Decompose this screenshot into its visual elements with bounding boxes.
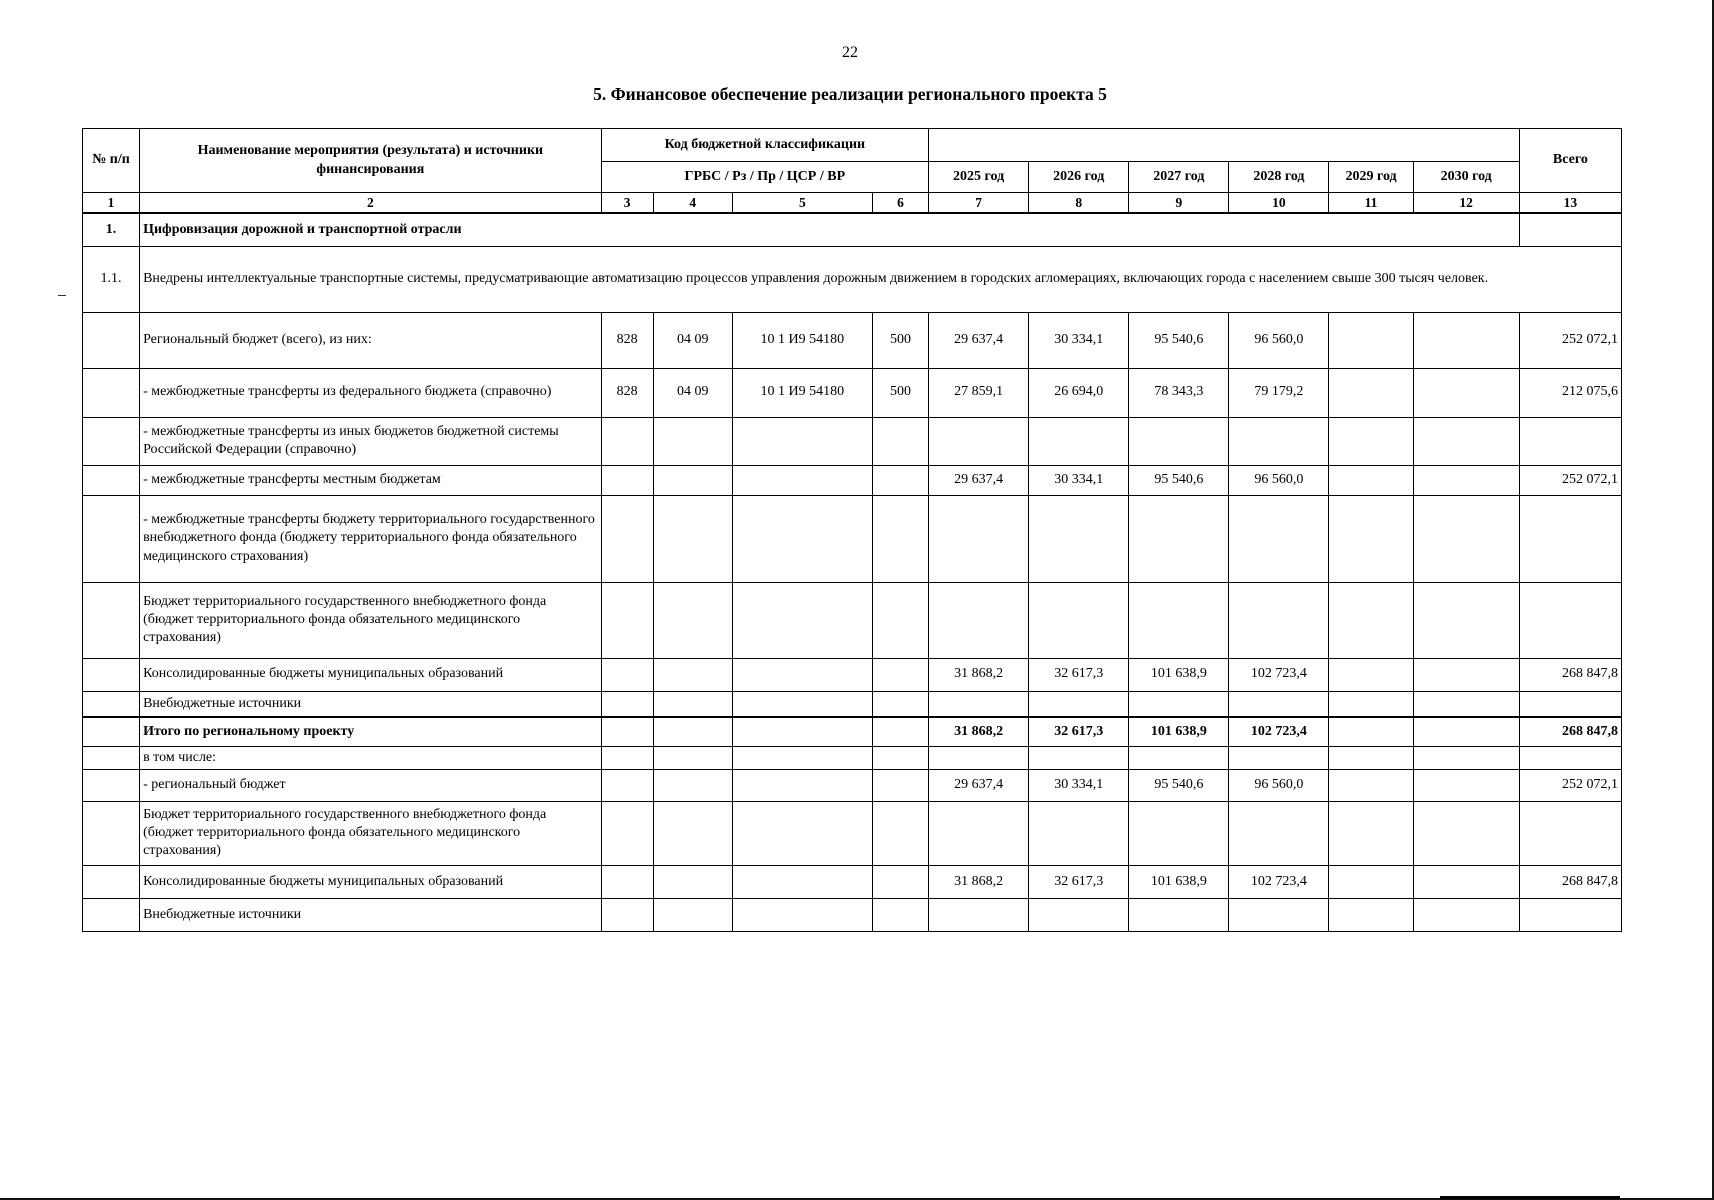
table-row: [83, 368, 1622, 417]
section-total-cell: [1519, 213, 1621, 246]
row-label: Бюджет территориального государственного внебюджетного фонда (бюджет территориального фонда обязательного медицинского страхования): [140, 801, 602, 865]
cell-2030: [1413, 417, 1519, 465]
cell-2029: [1329, 312, 1413, 368]
header-year-2025: 2025 год: [929, 162, 1029, 193]
section-num: 1.: [83, 213, 140, 246]
empty-cell: [1329, 746, 1413, 769]
cell-2025: 29 637,4: [929, 312, 1029, 368]
table-row: [83, 691, 1622, 717]
cell-grbs: [601, 417, 653, 465]
cell-2028: [1229, 495, 1329, 582]
table-row: [83, 312, 1622, 368]
cell-2027: 101 638,9: [1129, 717, 1229, 746]
cell-2026: 32 617,3: [1029, 717, 1129, 746]
cell-2028: [1229, 801, 1329, 865]
table-row: [83, 582, 1622, 658]
table-row: [83, 801, 1622, 865]
cell-2026: 30 334,1: [1029, 769, 1129, 801]
row-num-cell: [83, 495, 140, 582]
cell-2026: 32 617,3: [1029, 865, 1129, 898]
col-number: 11: [1329, 193, 1413, 214]
margin-mark: [58, 295, 66, 296]
cell-2029: [1329, 417, 1413, 465]
cell-2025: 31 868,2: [929, 865, 1029, 898]
table-row: [83, 865, 1622, 898]
row-label: Внебюджетные источники: [140, 691, 602, 717]
table-row: [83, 465, 1622, 495]
row-num-cell: [83, 417, 140, 465]
row-num-cell: [83, 801, 140, 865]
cell-vr: [872, 801, 928, 865]
cell-total: [1519, 898, 1621, 931]
row-num-cell: [83, 658, 140, 691]
empty-cell: [1129, 746, 1229, 769]
cell-csr: [732, 495, 872, 582]
cell-2028: 96 560,0: [1229, 465, 1329, 495]
col-number: 6: [872, 193, 928, 214]
section-title: Цифровизация дорожной и транспортной отрасли: [140, 213, 1520, 246]
header-year-2029: 2029 год: [1329, 162, 1413, 193]
cell-grbs: [601, 769, 653, 801]
cell-grbs: [601, 495, 653, 582]
cell-2029: [1329, 465, 1413, 495]
cell-2030: [1413, 865, 1519, 898]
cell-rz: [653, 801, 732, 865]
cell-grbs: [601, 801, 653, 865]
row-label: - региональный бюджет: [140, 769, 602, 801]
cell-2029: [1329, 769, 1413, 801]
cell-2029: [1329, 368, 1413, 417]
cell-total: 268 847,8: [1519, 717, 1621, 746]
col-number: 7: [929, 193, 1029, 214]
header-years-blank: [929, 129, 1520, 162]
cell-2030: [1413, 898, 1519, 931]
cell-vr: [872, 658, 928, 691]
cell-grbs: [601, 582, 653, 658]
cell-2029: [1329, 865, 1413, 898]
cell-csr: [732, 865, 872, 898]
cell-2027: [1129, 495, 1229, 582]
row-label: - межбюджетные трансферты местным бюджетам: [140, 465, 602, 495]
cell-rz: [653, 465, 732, 495]
row-num-cell: [83, 769, 140, 801]
cell-rz: 04 09: [653, 368, 732, 417]
cell-2026: [1029, 495, 1129, 582]
cell-2030: [1413, 769, 1519, 801]
cell-vr: [872, 769, 928, 801]
cell-grbs: [601, 691, 653, 717]
cell-2028: [1229, 417, 1329, 465]
cell-2028: 102 723,4: [1229, 658, 1329, 691]
row-label: - межбюджетные трансферты бюджету территориального государственного внебюджетного фонда (бюджету территориального фонда обязательного медицинского страхования): [140, 495, 602, 582]
cell-vr: [872, 582, 928, 658]
col-number: 4: [653, 193, 732, 214]
cell-2027: [1129, 801, 1229, 865]
cell-2030: [1413, 658, 1519, 691]
including-label: в том числе:: [140, 746, 602, 769]
cell-csr: [732, 658, 872, 691]
cell-2030: [1413, 691, 1519, 717]
cell-total: 252 072,1: [1519, 312, 1621, 368]
empty-cell: [1029, 746, 1129, 769]
cell-2025: 29 637,4: [929, 769, 1029, 801]
cell-rz: [653, 691, 732, 717]
including-row: [83, 746, 1622, 769]
subsection-title: Внедрены интеллектуальные транспортные системы, предусматривающие автоматизацию процессов управления дорожным движением в городских агломерациях, включающих города с населением свыше 300 тысяч человек.: [140, 246, 1622, 312]
cell-grbs: [601, 865, 653, 898]
empty-cell: [1519, 746, 1621, 769]
cell-2027: [1129, 582, 1229, 658]
cell-csr: [732, 465, 872, 495]
empty-cell: [601, 746, 653, 769]
cell-total: 268 847,8: [1519, 658, 1621, 691]
financial-table: [82, 128, 1622, 932]
cell-2026: [1029, 582, 1129, 658]
cell-grbs: [601, 658, 653, 691]
col-number: 1: [83, 193, 140, 214]
cell-2025: 31 868,2: [929, 658, 1029, 691]
page-number: 22: [842, 44, 858, 61]
cell-grbs: 828: [601, 312, 653, 368]
cell-2029: [1329, 717, 1413, 746]
cell-2028: [1229, 582, 1329, 658]
empty-cell: [1229, 746, 1329, 769]
header-total: Всего: [1519, 129, 1621, 193]
page-title: 5. Финансовое обеспечение реализации регионального проекта 5: [593, 84, 1107, 104]
cell-2030: [1413, 465, 1519, 495]
col-number: 5: [732, 193, 872, 214]
cell-vr: 500: [872, 312, 928, 368]
col-number: 10: [1229, 193, 1329, 214]
table-row: [83, 898, 1622, 931]
cell-vr: [872, 865, 928, 898]
cell-grbs: [601, 465, 653, 495]
cell-2025: [929, 495, 1029, 582]
header-kbk: Код бюджетной классификации: [601, 129, 928, 162]
cell-2028: [1229, 898, 1329, 931]
row-num-cell: [83, 746, 140, 769]
row-label: - межбюджетные трансферты из иных бюджетов бюджетной системы Российской Федерации (справочно): [140, 417, 602, 465]
cell-2027: 95 540,6: [1129, 769, 1229, 801]
cell-vr: [872, 495, 928, 582]
cell-rz: 04 09: [653, 312, 732, 368]
cell-csr: [732, 801, 872, 865]
total-row: [83, 717, 1622, 746]
cell-2027: 95 540,6: [1129, 312, 1229, 368]
cell-2025: 27 859,1: [929, 368, 1029, 417]
cell-2029: [1329, 658, 1413, 691]
cell-csr: [732, 417, 872, 465]
cell-rz: [653, 898, 732, 931]
bottom-edge-line: [1440, 1196, 1620, 1199]
row-num-cell: [83, 717, 140, 746]
cell-2026: 26 694,0: [1029, 368, 1129, 417]
cell-csr: [732, 717, 872, 746]
cell-csr: [732, 769, 872, 801]
cell-2026: [1029, 898, 1129, 931]
cell-2027: 95 540,6: [1129, 465, 1229, 495]
cell-rz: [653, 658, 732, 691]
cell-total: 252 072,1: [1519, 465, 1621, 495]
header-kbk-sub: ГРБС / Рз / Пр / ЦСР / ВР: [601, 162, 928, 193]
cell-2030: [1413, 801, 1519, 865]
row-label: Консолидированные бюджеты муниципальных образований: [140, 658, 602, 691]
row-num-cell: [83, 465, 140, 495]
cell-2029: [1329, 898, 1413, 931]
cell-2028: 96 560,0: [1229, 769, 1329, 801]
header-year-2030: 2030 год: [1413, 162, 1519, 193]
col-number: 9: [1129, 193, 1229, 214]
cell-vr: [872, 898, 928, 931]
cell-2025: 31 868,2: [929, 717, 1029, 746]
cell-2030: [1413, 368, 1519, 417]
header-year-2026: 2026 год: [1029, 162, 1129, 193]
cell-csr: [732, 898, 872, 931]
cell-2027: [1129, 898, 1229, 931]
col-number: 8: [1029, 193, 1129, 214]
cell-2029: [1329, 691, 1413, 717]
col-number: 3: [601, 193, 653, 214]
cell-2029: [1329, 495, 1413, 582]
row-label: Консолидированные бюджеты муниципальных образований: [140, 865, 602, 898]
cell-2030: [1413, 582, 1519, 658]
cell-rz: [653, 769, 732, 801]
empty-cell: [1413, 746, 1519, 769]
cell-2026: 30 334,1: [1029, 312, 1129, 368]
cell-2027: [1129, 691, 1229, 717]
cell-2028: [1229, 691, 1329, 717]
cell-vr: [872, 417, 928, 465]
header-num: № п/п: [83, 129, 140, 193]
cell-vr: 500: [872, 368, 928, 417]
cell-vr: [872, 465, 928, 495]
cell-rz: [653, 865, 732, 898]
cell-total: [1519, 417, 1621, 465]
row-label: - межбюджетные трансферты из федерального бюджета (справочно): [140, 368, 602, 417]
table-row: [83, 495, 1622, 582]
cell-rz: [653, 417, 732, 465]
cell-total: [1519, 582, 1621, 658]
cell-2029: [1329, 801, 1413, 865]
header-year-2027: 2027 год: [1129, 162, 1229, 193]
cell-2025: [929, 801, 1029, 865]
cell-csr: [732, 691, 872, 717]
row-num-cell: [83, 691, 140, 717]
cell-total: 212 075,6: [1519, 368, 1621, 417]
table-row: [83, 417, 1622, 465]
row-label: Региональный бюджет (всего), из них:: [140, 312, 602, 368]
cell-rz: [653, 495, 732, 582]
empty-cell: [929, 746, 1029, 769]
subsection-row: [83, 246, 1622, 312]
cell-2026: 32 617,3: [1029, 658, 1129, 691]
cell-2026: [1029, 417, 1129, 465]
col-number: 13: [1519, 193, 1621, 214]
table-row: [83, 769, 1622, 801]
cell-2027: 101 638,9: [1129, 865, 1229, 898]
cell-2030: [1413, 495, 1519, 582]
cell-rz: [653, 717, 732, 746]
row-num-cell: [83, 368, 140, 417]
col-number: 12: [1413, 193, 1519, 214]
cell-2025: [929, 417, 1029, 465]
empty-cell: [653, 746, 732, 769]
row-num-cell: [83, 582, 140, 658]
cell-2028: 96 560,0: [1229, 312, 1329, 368]
col-number: 2: [140, 193, 602, 214]
cell-total: 268 847,8: [1519, 865, 1621, 898]
cell-2026: [1029, 691, 1129, 717]
cell-total: 252 072,1: [1519, 769, 1621, 801]
cell-2025: [929, 691, 1029, 717]
row-label: Бюджет территориального государственного внебюджетного фонда (бюджет территориального фонда обязательного медицинского страхования): [140, 582, 602, 658]
cell-vr: [872, 717, 928, 746]
row-num-cell: [83, 312, 140, 368]
cell-2030: [1413, 717, 1519, 746]
cell-2027: 78 343,3: [1129, 368, 1229, 417]
table-row: [83, 658, 1622, 691]
cell-2025: [929, 582, 1029, 658]
cell-2028: 79 179,2: [1229, 368, 1329, 417]
cell-2026: 30 334,1: [1029, 465, 1129, 495]
cell-grbs: [601, 717, 653, 746]
cell-2027: [1129, 417, 1229, 465]
cell-grbs: 828: [601, 368, 653, 417]
row-num-cell: [83, 865, 140, 898]
cell-2025: 29 637,4: [929, 465, 1029, 495]
cell-2028: 102 723,4: [1229, 865, 1329, 898]
subsection-num: 1.1.: [83, 246, 140, 312]
cell-total: [1519, 495, 1621, 582]
header-name: Наименование мероприятия (результата) и источники финансирования: [140, 129, 602, 193]
cell-csr: 10 1 И9 54180: [732, 312, 872, 368]
cell-2025: [929, 898, 1029, 931]
cell-csr: 10 1 И9 54180: [732, 368, 872, 417]
cell-2029: [1329, 582, 1413, 658]
row-label: Внебюджетные источники: [140, 898, 602, 931]
cell-2027: 101 638,9: [1129, 658, 1229, 691]
cell-2028: 102 723,4: [1229, 717, 1329, 746]
empty-cell: [732, 746, 872, 769]
cell-grbs: [601, 898, 653, 931]
row-num-cell: [83, 898, 140, 931]
column-number-row: [83, 193, 1622, 214]
empty-cell: [872, 746, 928, 769]
header-year-2028: 2028 год: [1229, 162, 1329, 193]
cell-rz: [653, 582, 732, 658]
cell-total: [1519, 801, 1621, 865]
cell-csr: [732, 582, 872, 658]
total-row-label: Итого по региональному проекту: [140, 717, 602, 746]
cell-total: [1519, 691, 1621, 717]
cell-2026: [1029, 801, 1129, 865]
cell-2030: [1413, 312, 1519, 368]
cell-vr: [872, 691, 928, 717]
section-row: [83, 213, 1622, 246]
